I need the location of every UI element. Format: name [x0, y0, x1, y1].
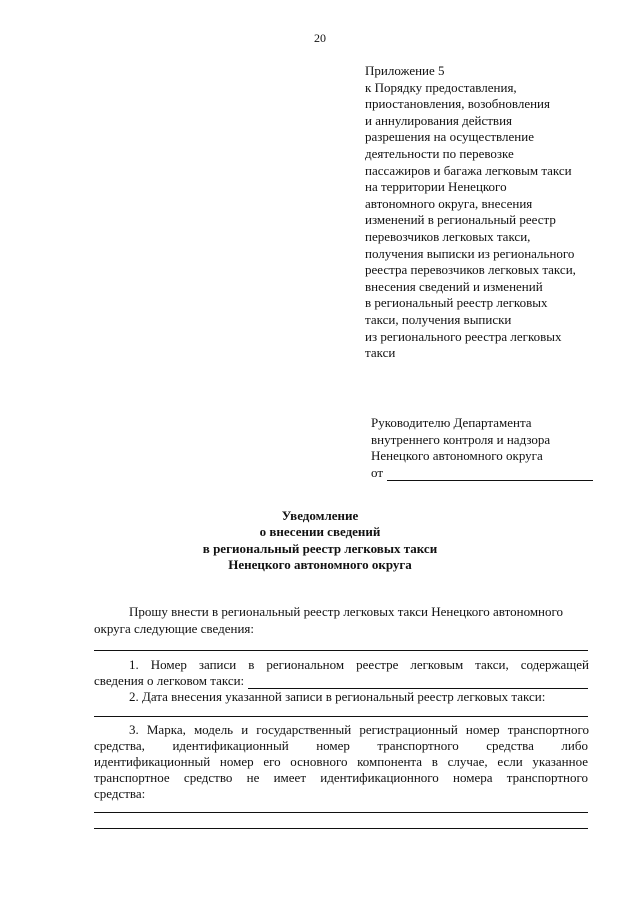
page-number: 20	[314, 31, 326, 45]
item-3-text: средства:	[94, 786, 146, 801]
addressee-line: Ненецкого автономного округа	[371, 448, 543, 464]
item-3-input-line[interactable]	[94, 828, 588, 829]
title-line: Ненецкого автономного округа	[228, 556, 412, 572]
annex-line: изменений в региональный реестр	[365, 212, 556, 228]
annex-line: приостановления, возобновления	[365, 96, 550, 112]
intro-line: округа следующие сведения:	[94, 621, 254, 636]
annex-line: такси, получения выписки	[365, 311, 512, 327]
annex-line: в региональный реестр легковых	[365, 295, 548, 311]
annex-line: и аннулирования действия	[365, 112, 513, 128]
intro-line: Прошу внести в региональный реестр легковых такси Ненецкого автономного	[129, 604, 564, 619]
annex-line: перевозчиков легковых такси,	[365, 228, 531, 244]
title-line: Уведомление	[281, 508, 359, 523]
item-1-row	[94, 673, 588, 689]
annex-line: получения выписки из регионального	[365, 245, 575, 261]
annex-line: деятельности по перевозке	[365, 145, 514, 161]
annex-line: разрешения на осуществление	[365, 129, 534, 145]
annex-line: к Порядку предоставления,	[365, 79, 517, 95]
addressee-line: Руководителю Департамента	[371, 415, 532, 430]
annex-line: внесения сведений и изменений	[365, 278, 543, 294]
item-2-text: 2. Дата внесения указанной записи в региональный реестр легковых такси:	[129, 689, 546, 704]
fill-line[interactable]	[94, 650, 588, 651]
annex-line: автономного округа, внесения	[365, 195, 533, 211]
title-line: в региональный реестр легковых такси	[202, 540, 438, 556]
item-3-text: идентификационный номер его основного компонента в случае, если указанное	[94, 754, 588, 769]
title-line: о внесении сведений	[259, 524, 381, 540]
item-1-text: сведения о легковом такси:	[94, 673, 245, 688]
item-1-input-line[interactable]	[248, 676, 588, 689]
annex-line: такси	[365, 345, 396, 361]
from-row	[371, 465, 631, 482]
annex-header	[365, 63, 635, 362]
addressee-block	[371, 415, 631, 481]
annex-line: Приложение 5	[365, 63, 445, 78]
annex-line: пассажиров и багажа легковым такси	[365, 162, 572, 178]
from-label: от	[371, 464, 384, 480]
from-input-line[interactable]	[387, 468, 593, 481]
item-3-input-line[interactable]	[94, 812, 588, 813]
item-2-input-line[interactable]	[94, 716, 588, 717]
item-1-text: 1. Номер записи в региональном реестре легковым такси, содержащей	[129, 657, 589, 672]
annex-line: из регионального реестра легковых	[365, 328, 562, 344]
item-3-text: 3. Марка, модель и государственный регистрационный номер транспортного	[129, 722, 589, 737]
addressee-line: внутреннего контроля и надзора	[371, 431, 551, 447]
annex-line: на территории Ненецкого	[365, 179, 507, 195]
item-3-text: транспортное средство не имеет идентификационного номера транспортного	[94, 770, 588, 785]
annex-line: реестра перевозчиков легковых такси,	[365, 262, 576, 278]
item-3-text: средства, идентификационный номер транспортного средства либо	[94, 738, 588, 753]
document-title	[0, 508, 640, 573]
